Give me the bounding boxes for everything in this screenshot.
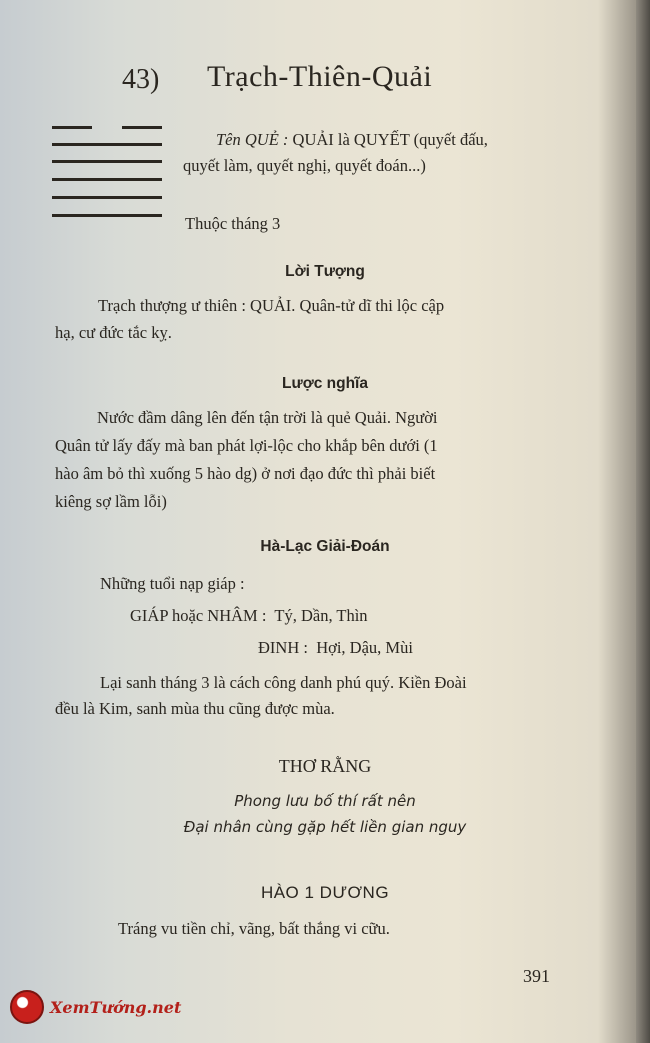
nap-giap-row bbox=[258, 634, 413, 662]
broken-line-right bbox=[122, 126, 162, 129]
poem-line: Đại nhân cùng gặp hết liền gian nguy bbox=[183, 818, 467, 836]
yin-yang-icon bbox=[10, 990, 44, 1024]
page-number: 391 bbox=[523, 966, 550, 986]
solid-line bbox=[52, 178, 162, 181]
solid-line bbox=[52, 196, 162, 199]
paragraph-line: Nước đầm dâng lên đến tận trời là quẻ Quải. Người bbox=[97, 408, 438, 427]
paragraph-line: Quân tử lấy đấy mà ban phát lợi-lộc cho khắp bên dưới (1 bbox=[55, 436, 438, 455]
poem-line: Phong lưu bố thí rất nên bbox=[234, 792, 416, 810]
intro-label: Tên QUẺ : bbox=[216, 130, 289, 149]
nap-giap-label: ĐINH : bbox=[258, 638, 308, 657]
chapter-title: Trạch-Thiên-Quải bbox=[207, 60, 433, 93]
paragraph-line: Lại sanh tháng 3 là cách công danh phú quý. Kiền Đoài bbox=[100, 673, 467, 692]
solid-line bbox=[52, 214, 162, 217]
nap-giap-value: Hợi, Dậu, Mùi bbox=[316, 638, 413, 657]
watermark-logo bbox=[10, 990, 181, 1024]
section-heading-tho-rang: THƠ RẰNG bbox=[278, 756, 372, 776]
broken-line-left bbox=[52, 126, 92, 129]
paragraph-line: Những tuổi nạp giáp : bbox=[100, 574, 245, 593]
nap-giap-label: GIÁP hoặc NHÂM : bbox=[130, 606, 267, 625]
paragraph-line: Trạch thượng ư thiên : QUẢI. Quân-tử dĩ thi lộc cập bbox=[98, 296, 445, 315]
paragraph-line: Tráng vu tiền chỉ, vãng, bất thắng vi cữu. bbox=[118, 919, 390, 938]
nap-giap-value: Tý, Dần, Thìn bbox=[274, 606, 368, 625]
nap-giap-row bbox=[130, 602, 368, 630]
section-heading-hao-1: HÀO 1 DƯƠNG bbox=[260, 883, 390, 902]
month-line: Thuộc tháng 3 bbox=[185, 214, 281, 233]
section-heading-luoc-nghia: Lược nghĩa bbox=[282, 375, 368, 392]
chapter-number: 43) bbox=[122, 64, 160, 95]
watermark-text: XemTướng.net bbox=[50, 997, 182, 1017]
intro-text: QUẢI là QUYẾT (quyết đấu, bbox=[292, 130, 488, 149]
section-heading-loi-tuong: Lời Tượng bbox=[285, 263, 365, 280]
paragraph-line: đều là Kim, sanh mùa thu cũng được mùa. bbox=[55, 699, 335, 718]
paragraph-line: hạ, cư đức tắc kỵ. bbox=[55, 323, 172, 342]
solid-line bbox=[52, 160, 162, 163]
section-heading-ha-lac: Hà-Lạc Giải-Đoán bbox=[260, 538, 390, 555]
intro-line-1 bbox=[216, 126, 488, 154]
paragraph-line: kiêng sợ lầm lỗi) bbox=[55, 492, 167, 511]
intro-line-2: quyết làm, quyết nghị, quyết đoán...) bbox=[183, 156, 426, 175]
solid-line bbox=[52, 143, 162, 146]
paragraph-line: hào âm bỏ thì xuống 5 hào dg) ở nơi đạo đức thì phải biết bbox=[55, 464, 436, 483]
